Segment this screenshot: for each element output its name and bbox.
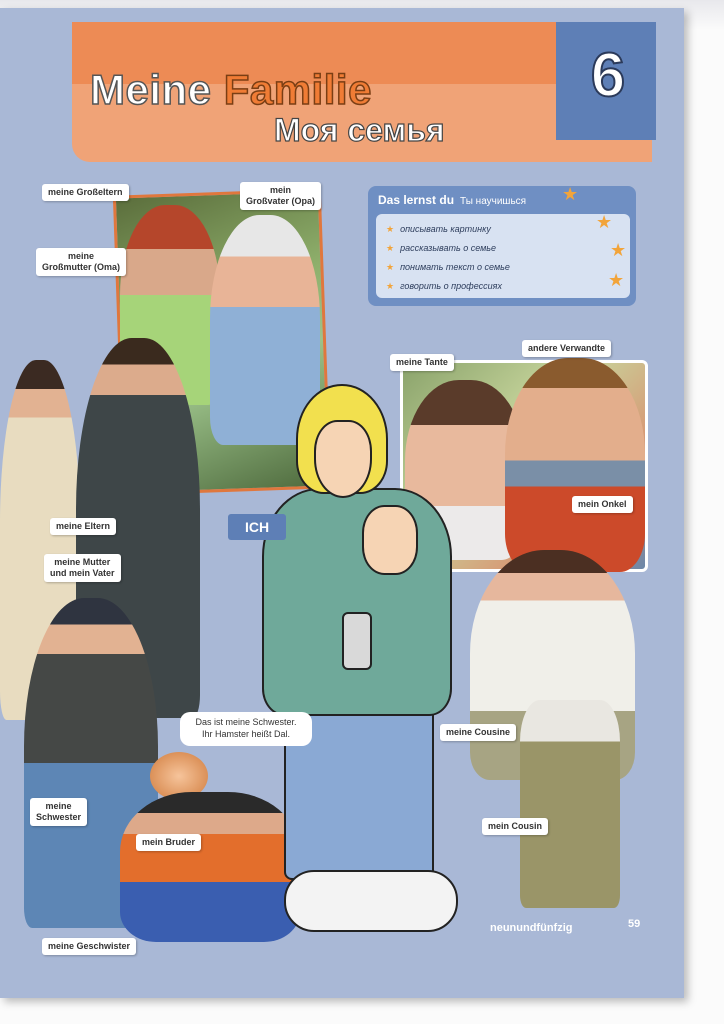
- cartoon-body: [262, 488, 452, 716]
- cartoon-phone: [342, 612, 372, 670]
- label-eltern: meine Eltern: [50, 518, 116, 535]
- learn-item: ★ понимать текст о семье: [386, 262, 510, 272]
- label-cousin: mein Cousin: [482, 818, 548, 835]
- star-icon: ★: [386, 281, 395, 291]
- title-word-familie: Familie: [223, 66, 372, 113]
- learn-list: [376, 214, 630, 298]
- label-geschwister: meine Geschwister: [42, 938, 136, 955]
- label-grossvater: mein Großvater (Opa): [240, 182, 321, 210]
- label-cousine: meine Cousine: [440, 724, 516, 741]
- page-title-german: [90, 66, 372, 114]
- learn-box-title: [378, 193, 526, 207]
- speech-bubble: Das ist meine Schwester. Ihr Hamster heißt Dal.: [180, 712, 312, 746]
- star-icon: ★: [562, 184, 579, 204]
- page-number: 59: [628, 918, 641, 930]
- title-word-meine: Meine: [90, 66, 224, 113]
- cartoon-waving-hand: [362, 505, 418, 575]
- learn-item: ★ рассказывать о семье: [386, 243, 497, 253]
- label-schwester: meine Schwester: [30, 798, 87, 826]
- chapter-number: 6: [590, 41, 626, 110]
- label-onkel: mein Onkel: [572, 496, 633, 513]
- star-icon: ★: [610, 240, 627, 260]
- learn-title-ru: Ты научишься: [460, 196, 527, 207]
- learn-title-de: Das lernst du: [378, 193, 455, 207]
- cousin-figure: [520, 700, 620, 908]
- label-bruder: mein Bruder: [136, 834, 201, 851]
- learn-item: ★ описывать картинку: [386, 224, 491, 234]
- page-number-word: neunundfünfzig: [490, 922, 573, 934]
- ich-label: ICH: [228, 514, 286, 540]
- star-icon: ★: [386, 262, 395, 272]
- star-icon: ★: [386, 243, 395, 253]
- label-grosseltern: meine Großeltern: [42, 184, 129, 201]
- star-icon: ★: [596, 212, 613, 232]
- brother-figure: [120, 792, 300, 942]
- star-icon: ★: [386, 224, 395, 234]
- learn-item: ★ говорить о профессиях: [386, 281, 502, 291]
- uncle-figure: [505, 358, 645, 572]
- label-tante: meine Tante: [390, 354, 454, 371]
- label-mutter-vater: meine Mutter und mein Vater: [44, 554, 121, 582]
- cartoon-shoes: [284, 870, 458, 932]
- page-title-russian: Моя семья: [274, 112, 445, 148]
- star-icon: ★: [608, 270, 625, 290]
- cartoon-face: [314, 420, 372, 498]
- label-verwandte: andere Verwandte: [522, 340, 611, 357]
- label-grossmutter: meine Großmutter (Oma): [36, 248, 126, 276]
